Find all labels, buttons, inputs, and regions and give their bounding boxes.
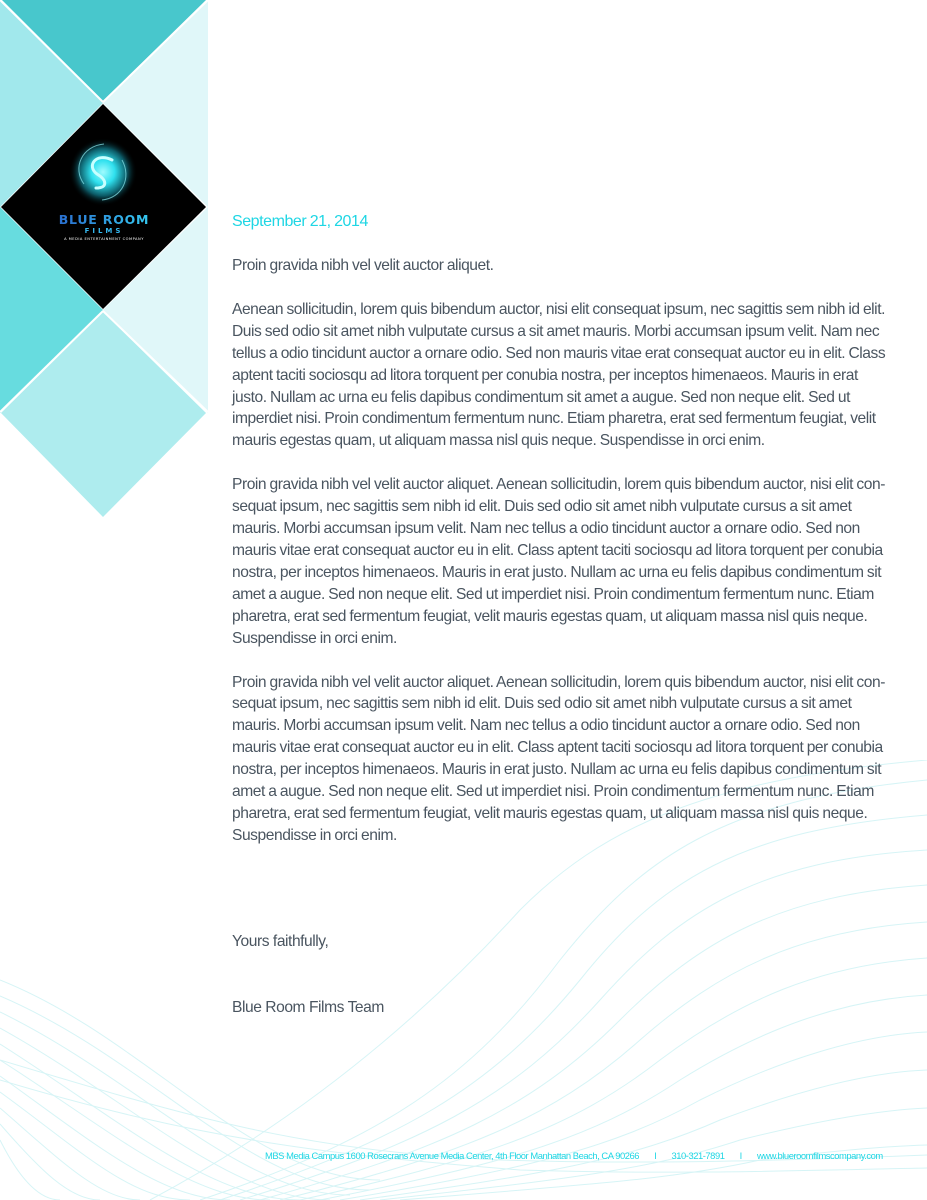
logo-tagline: A MEDIA ENTERTAINMENT COMPANY — [64, 237, 144, 241]
swirl-icon — [69, 138, 137, 206]
decorative-diamond-panel — [0, 0, 208, 520]
letter-paragraph-2: Proin gravida nibh vel velit auctor aliquet. Aenean sollicitudin, lorem quis bibendum auctor, nisi elit con-sequat ipsum, nec sagittis sem nibh id elit. Duis sed odio sit amet nibh vulputate cursus a sit amet mauris. Morbi accumsan ipsum velit. Nam nec tellus a odio tincidunt auctor a ornare odio. Sed non mauris vitae erat consequat auctor eu in elit. Class aptent taciti sociosqu ad litora torquent per conubia nostra, per inceptos himenaeos. Mauris in erat justo. Nullam ac urna eu felis dapibus condimentum sit amet a augue. Sed non neque elit. Sed ut imperdiet nisi. Proin condimentum fermentum nunc. Etiam pharetra, erat sed fermentum feugiat, velit mauris egestas quam, ut aliquam massa nisl quis neque. Suspendisse in orci enim. — [232, 476, 885, 647]
footer-phone: 310-321-7891 — [671, 1150, 725, 1161]
footer-separator: I — [739, 1150, 742, 1161]
letter-closing: Yours faithfully, — [232, 933, 329, 950]
letter-paragraph-3: Proin gravida nibh vel velit auctor aliquet. Aenean sollicitudin, lorem quis bibendum auctor, nisi elit con-sequat ipsum, nec sagittis sem nibh id elit. Duis sed odio sit amet nibh vulputate cursus a sit amet mauris. Morbi accumsan ipsum velit. Nam nec tellus a odio tincidunt auctor a ornare odio. Sed non mauris vitae erat consequat auctor eu in elit. Class aptent taciti sociosqu ad litora torquent per conubia nostra, per inceptos himenaeos. Mauris in erat justo. Nullam ac urna eu felis dapibus condimentum sit amet a augue. Sed non neque elit. Sed ut imperdiet nisi. Proin condimentum fermentum nunc. Etiam pharetra, erat sed fermentum feugiat, velit mauris egestas quam, ut aliquam massa nisl quis neque. Suspendisse in orci enim. — [232, 673, 885, 844]
logo-name-line1: BLUE ROOM — [58, 212, 150, 227]
logo-name-line2: FILMS — [84, 227, 124, 235]
letter-paragraph-1: Aenean sollicitudin, lorem quis bibendum auctor, nisi elit consequat ipsum, nec sagittis sem nibh id elit. Duis sed odio sit amet nibh vulputate cursus a sit amet mauris. Morbi accumsan ipsum velit. Nam nec tellus a odio tincidunt auctor a ornare odio. Sed non mauris vitae erat consequat auctor eu in elit. Class aptent taciti sociosqu ad litora torquent per conubia nostra, per inceptos himenaeos. Mauris in erat justo. Nullam ac urna eu felis dapibus condimentum sit amet a augue. Sed non neque elit. Sed ut imperdiet nisi. Proin condimentum fermentum nunc. Etiam pharetra, erat sed fermentum feugiat, velit mauris egestas quam, ut aliquam massa nisl quis neque. Suspendisse in orci enim. — [232, 300, 886, 450]
letter-date: September 21, 2014 — [232, 213, 368, 230]
letter-body — [232, 211, 892, 869]
letter-opening: Proin gravida nibh vel velit auctor aliquet. — [232, 257, 494, 274]
footer-address: MBS Media Campus 1600 Rosecrans Avenue Media Center, 4th Floor Manhattan Beach, CA 90266 — [265, 1150, 640, 1161]
letter-signature: Blue Room Films Team — [232, 999, 384, 1016]
footer-contact-info — [265, 1149, 883, 1163]
footer-separator: I — [654, 1150, 657, 1161]
footer-website-link[interactable]: www.blueroomfilmscompany.com — [756, 1150, 883, 1161]
